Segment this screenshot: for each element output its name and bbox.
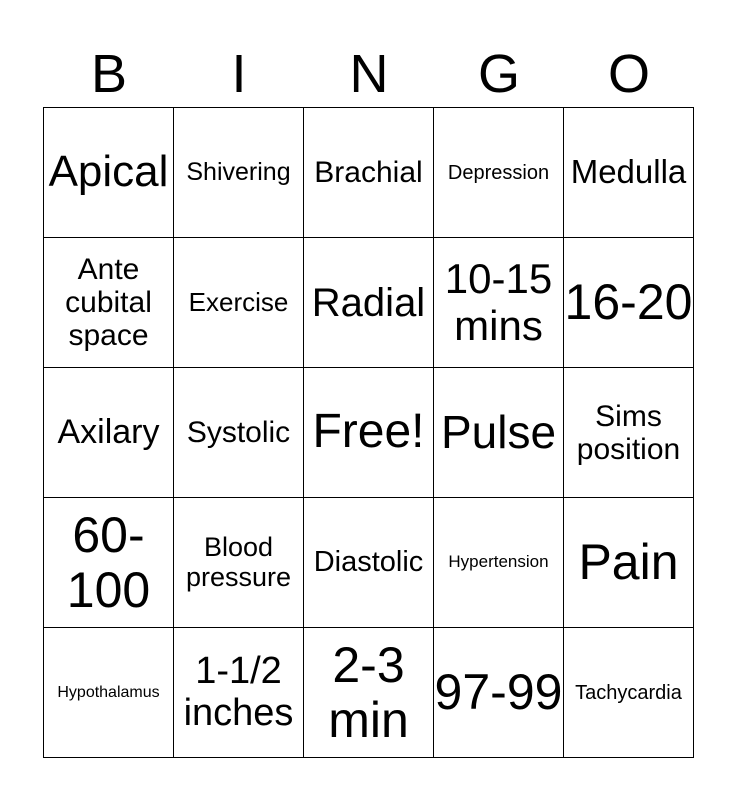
bingo-cell-text: Medulla [570,153,687,191]
bingo-cell[interactable] [434,238,564,368]
bingo-cell[interactable] [304,108,434,238]
bingo-cell[interactable] [44,108,174,238]
bingo-cell[interactable] [174,368,304,498]
bingo-cell[interactable] [434,628,564,758]
bingo-cell[interactable] [44,628,174,758]
bingo-cell-text: Tachycardia [575,681,682,704]
bingo-cell-text: Shivering [186,157,291,186]
bingo-header [44,40,694,108]
bingo-cell[interactable] [304,628,434,758]
header-letter-b: B [90,44,128,104]
bingo-cell-text: Pulse [440,406,557,459]
bingo-cell-text: Blood pressure [185,531,292,592]
bingo-cell[interactable] [564,108,694,238]
bingo-cell-text: Brachial [314,156,423,189]
bingo-cell[interactable] [304,498,434,628]
bingo-grid [43,107,694,758]
bingo-cell[interactable] [564,368,694,498]
bingo-cell[interactable] [44,498,174,628]
bingo-cell[interactable] [174,498,304,628]
bingo-cell[interactable] [564,498,694,628]
grid-row [44,238,694,368]
grid-row [44,368,694,498]
bingo-cell-text: Pain [578,534,679,590]
bingo-cell-text: 60-100 [66,506,151,618]
bingo-cell[interactable] [44,238,174,368]
bingo-cell-text: Diastolic [313,545,424,578]
bingo-cell-text: Ante cubital space [65,253,152,352]
bingo-cell[interactable] [174,238,304,368]
bingo-cell[interactable] [434,368,564,498]
bingo-cell-text: Hypothalamus [57,683,160,701]
bingo-cell[interactable] [304,238,434,368]
bingo-cell-text: Free! [312,405,425,459]
header-letter-o: O [607,44,650,104]
bingo-cell-text: 10-15 mins [444,255,553,349]
header-letter-g: G [477,44,520,104]
bingo-cell-text: Apical [48,147,169,197]
bingo-cell[interactable] [304,368,434,498]
grid-row [44,498,694,628]
bingo-cell-text: Exercise [188,287,289,318]
bingo-cell-text: 97-99 [434,664,563,720]
bingo-cell-text: Depression [447,161,550,184]
grid-row [44,628,694,758]
bingo-cell-text: 1-1/2 inches [183,649,294,734]
bingo-cell[interactable] [564,238,694,368]
grid-row [44,108,694,238]
bingo-cell-text: Axilary [57,412,160,451]
bingo-cell[interactable] [44,368,174,498]
bingo-cell-text: Radial [311,280,426,325]
header-letter-i: I [231,44,247,104]
bingo-cell-text: 2-3 min [328,636,409,748]
bingo-cell[interactable] [174,108,304,238]
bingo-cell-text: 16-20 [564,274,693,330]
bingo-cell-text: Hypertension [448,552,549,572]
bingo-cell[interactable] [434,498,564,628]
bingo-cell-text: Systolic [186,416,291,449]
bingo-cell[interactable] [434,108,564,238]
bingo-cell[interactable] [174,628,304,758]
header-letter-n: N [349,44,389,104]
bingo-cell[interactable] [564,628,694,758]
bingo-cell-text: Sims position [576,399,681,466]
